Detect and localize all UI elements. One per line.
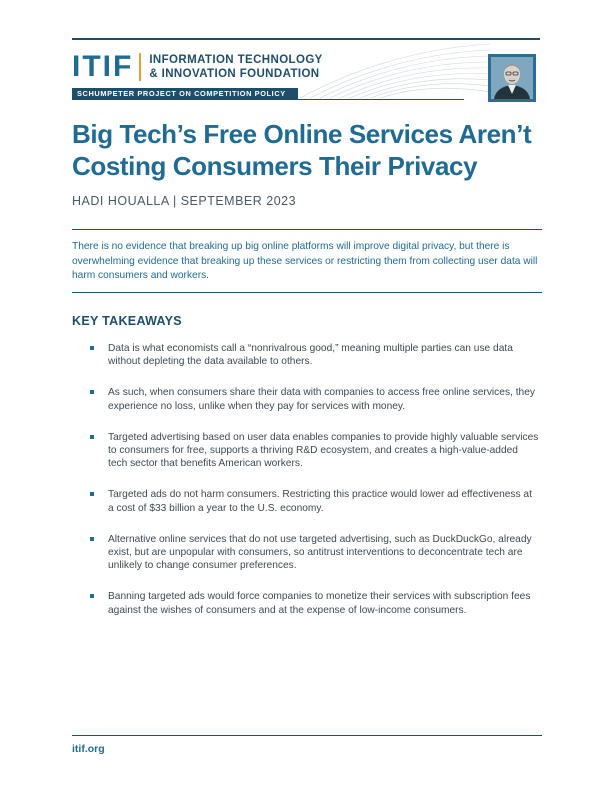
byline: HADI HOUALLA | SEPTEMBER 2023 [72, 194, 297, 208]
key-takeaways-list [90, 342, 540, 635]
summary-text: There is no evidence that breaking up big online platforms will improve digital privacy, but there is overwhelming evidence that breaking up these services or restricting them from collecting user data will harm consumers and workers. [72, 241, 538, 281]
schumpeter-portrait-icon [488, 54, 536, 102]
takeaway-text: Data is what economists call a “nonrivalrous good,” meaning multiple parties can use data without depleting the data available to others. [108, 343, 513, 368]
takeaway-text: Alternative online services that do not use targeted advertising, such as DuckDuckGo, already exist, but are unpopular with consumers, so antitrust interventions to deconcentrate tech are unlikely to change consumer preferences. [108, 533, 532, 572]
key-takeaways-heading: KEY TAKEAWAYS [72, 314, 182, 328]
program-banner: SCHUMPETER PROJECT ON COMPETITION POLICY [72, 88, 298, 100]
footer-website-link[interactable]: itif.org [72, 743, 105, 755]
program-rule [298, 99, 464, 100]
logo-divider [139, 53, 141, 81]
logo-mark: ITIF [72, 50, 134, 83]
takeaway-item [90, 533, 540, 573]
org-name-line-2: & INNOVATION FOUNDATION [149, 68, 320, 80]
takeaway-item [90, 488, 540, 515]
summary-top-rule [72, 229, 542, 230]
bullet-icon [90, 346, 94, 350]
takeaway-item [90, 590, 540, 617]
itif-logo [72, 52, 323, 82]
decorative-arcs [300, 40, 490, 100]
bullet-icon [90, 492, 94, 496]
report-title: Big Tech’s Free Online Services Aren’t Costing Consumers Their Privacy [72, 119, 532, 181]
takeaway-text: As such, when consumers share their data with companies to access free online services, they experience no loss, unlike when they pay for services with money. [108, 387, 535, 412]
takeaway-item [90, 386, 540, 413]
takeaway-item [90, 342, 540, 369]
bullet-icon [90, 390, 94, 394]
bullet-icon [90, 594, 94, 598]
takeaway-text: Targeted advertising based on user data enables companies to provide highly valuable services to consumers for free, supports a thriving R&D ecosystem, and creates a high-value-added tech sector that benefits American workers. [108, 431, 539, 470]
takeaway-item [90, 431, 540, 471]
footer-rule [72, 735, 542, 736]
takeaway-text: Targeted ads do not harm consumers. Restricting this practice would lower ad effectiveness at a cost of $33 billion a year to the U.S. economy. [108, 489, 532, 514]
org-name [149, 53, 322, 81]
org-name-line-1: INFORMATION TECHNOLOGY [149, 54, 323, 66]
summary-bottom-rule [72, 292, 542, 293]
bullet-icon [90, 537, 94, 541]
bullet-icon [90, 435, 94, 439]
takeaway-text: Banning targeted ads would force companies to monetize their services with subscription fees against the wishes of consumers and at the expense of low-income consumers. [108, 591, 531, 616]
